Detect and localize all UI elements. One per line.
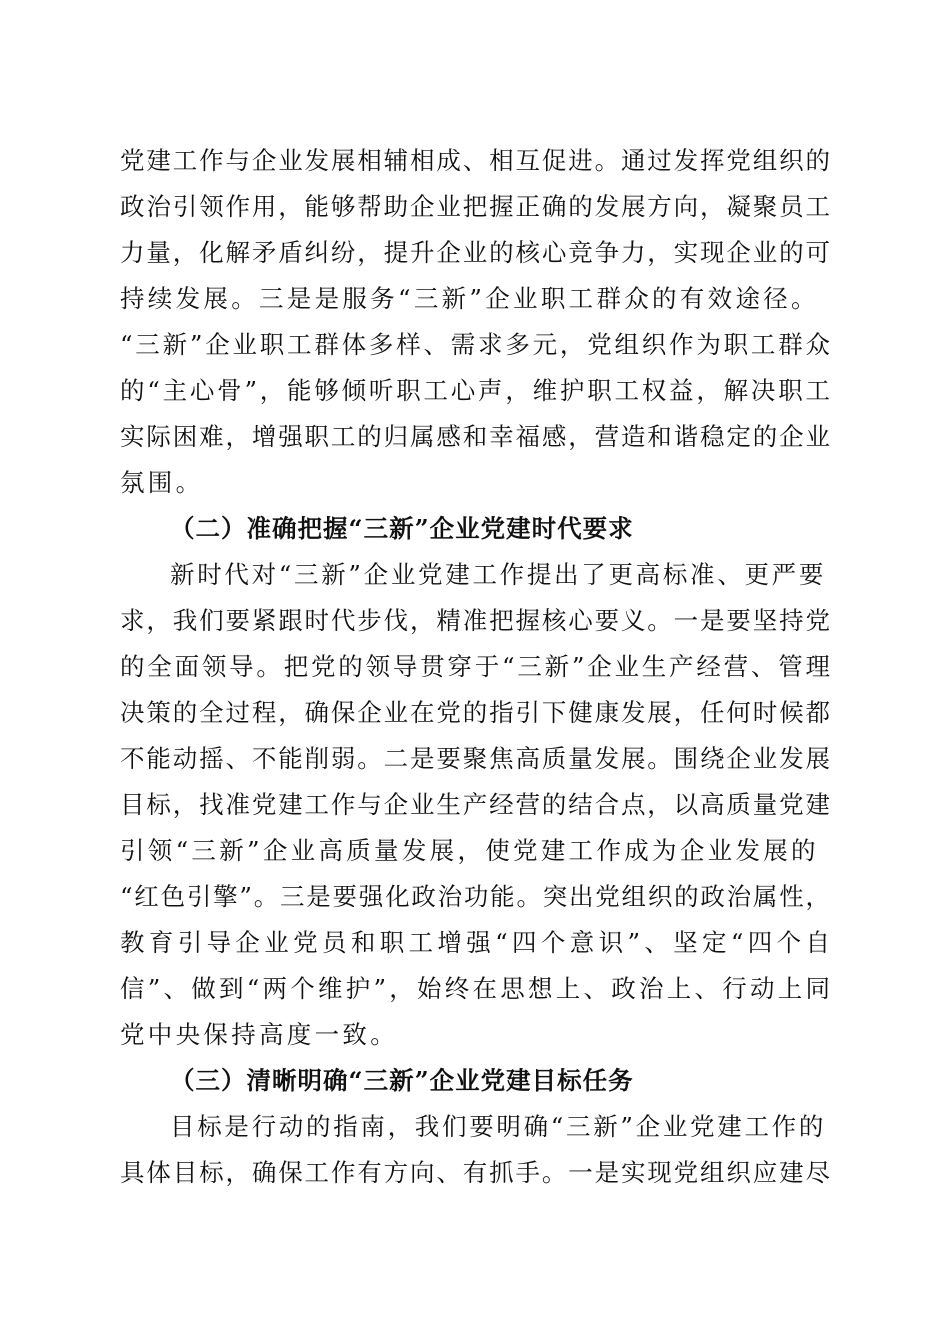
paragraph-line: 党中央保持高度一致。 [120,1020,398,1049]
paragraph-line: 党建工作与企业发展相辅相成、相互促进。通过发挥党组织的 [120,146,830,175]
paragraph-line: 政治引领作用，能够帮助企业把握正确的发展方向，凝聚员工 [120,192,830,221]
paragraph-line: “红色引擎”。三是要强化政治功能。突出党组织的政治属性， [120,882,830,911]
paragraph-line: 不能动摇、不能削弱。二是要聚焦高质量发展。围绕企业发展 [120,744,830,773]
paragraph-line: 的全面领导。把党的领导贯穿于“三新”企业生产经营、管理 [120,652,830,681]
section-heading: （二）准确把握“三新”企业党建时代要求 [170,514,634,543]
paragraph-line: 实际困难，增强职工的归属感和幸福感，营造和谐稳定的企业 [120,422,830,451]
paragraph-line: 的“主心骨”，能够倾听职工心声，维护职工权益，解决职工 [120,376,830,405]
paragraph-line: 决策的全过程，确保企业在党的指引下健康发展，任何时候都 [120,698,830,727]
paragraph-line: 具体目标，确保工作有方向、有抓手。一是实现党组织应建尽 [120,1158,830,1187]
paragraph-line: 教育引导企业党员和职工增强“四个意识”、坚定“四个自 [120,928,830,957]
paragraph-line: 求，我们要紧跟时代步伐，精准把握核心要义。一是要坚持党 [120,606,830,635]
paragraph-line: 氛围。 [120,468,204,497]
section-heading: （三）清晰明确“三新”企业党建目标任务 [170,1066,634,1095]
paragraph-line: 信”、做到“两个维护”，始终在思想上、政治上、行动上同 [120,974,830,1003]
paragraph-line: 力量，化解矛盾纠纷，提升企业的核心竞争力，实现企业的可 [120,238,830,267]
paragraph-line: 引领“三新”企业高质量发展，使党建工作成为企业发展的 [120,836,819,865]
paragraph-line: 目标是行动的指南，我们要明确“三新”企业党建工作的 [170,1112,827,1141]
paragraph-line: 持续发展。三是是服务“三新”企业职工群众的有效途径。 [120,284,819,313]
paragraph-line: 目标，找准党建工作与企业生产经营的结合点，以高质量党建 [120,790,830,819]
paragraph-line: “三新”企业职工群体多样、需求多元，党组织作为职工群众 [120,330,830,359]
paragraph-line: 新时代对“三新”企业党建工作提出了更高标准、更严要 [170,560,827,589]
